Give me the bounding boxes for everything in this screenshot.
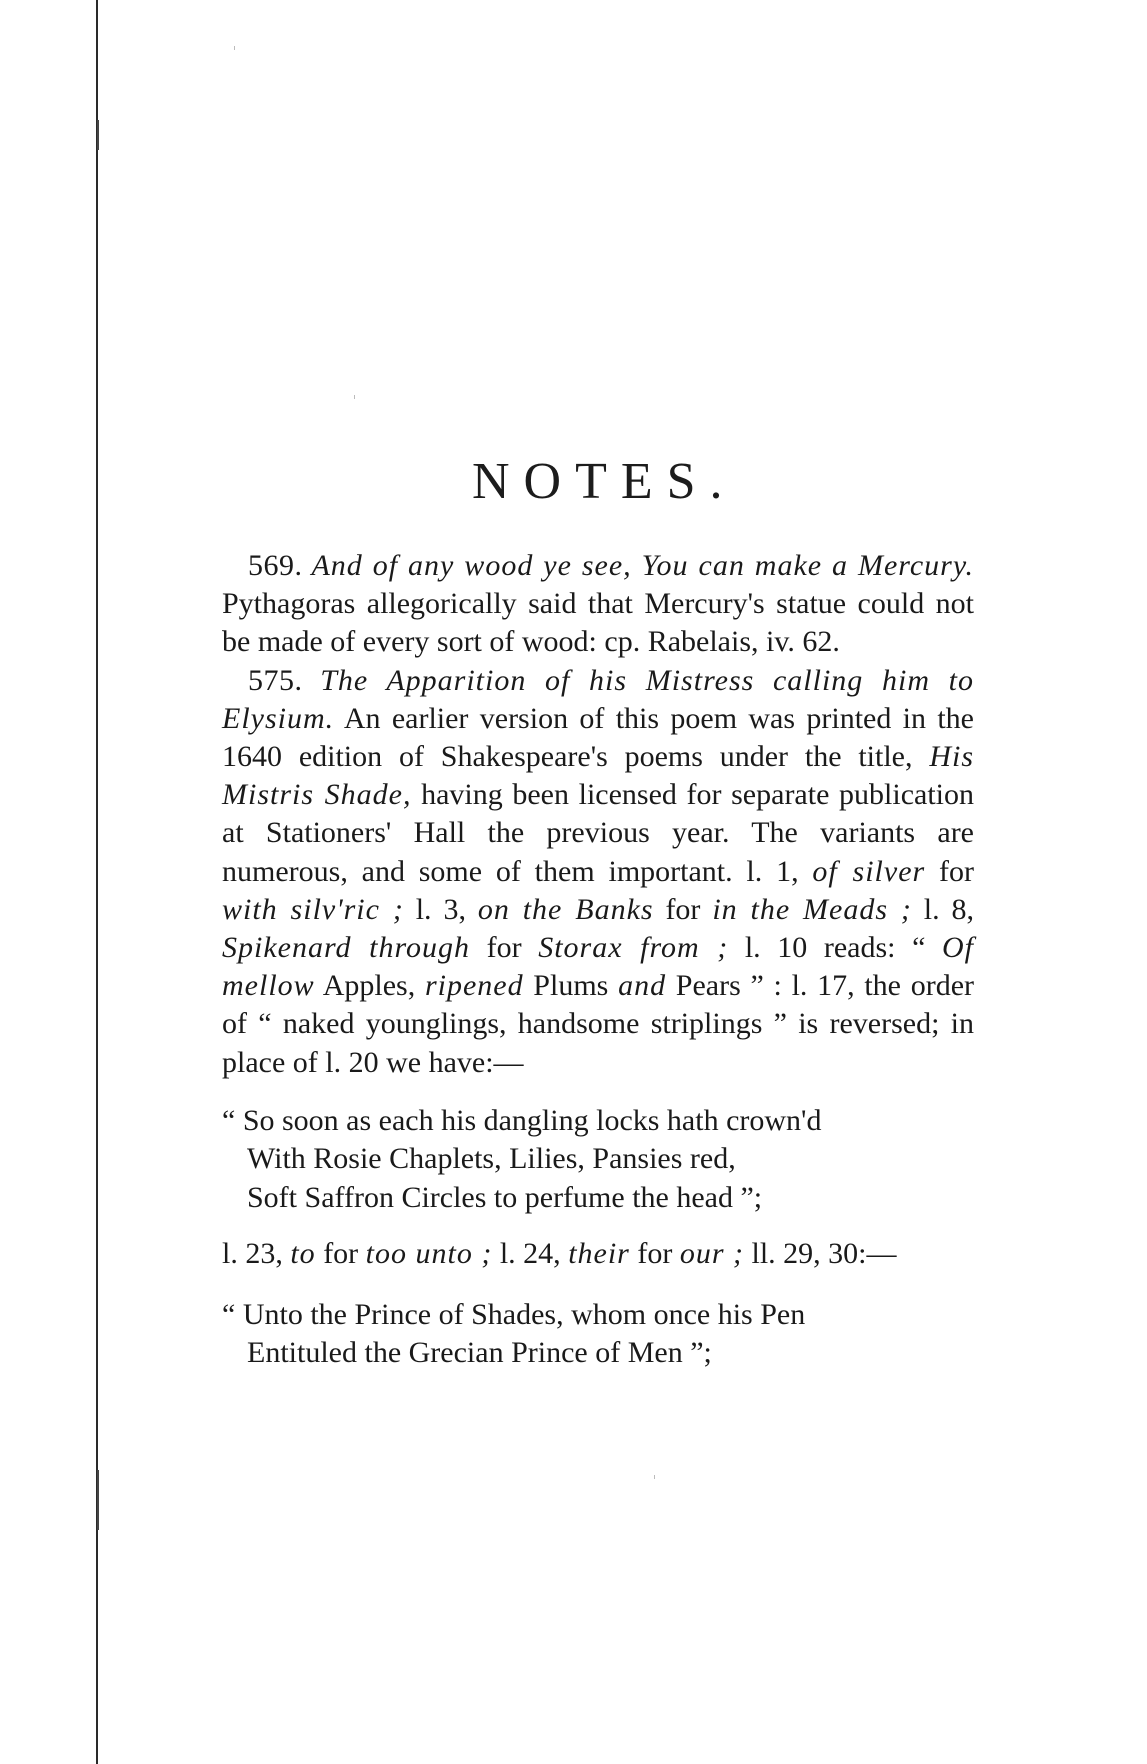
notes-body bbox=[222, 547, 974, 1373]
note-title: The Apparition of his Mistress calling him to Elysium. bbox=[222, 663, 974, 735]
page-title: NOTES. bbox=[472, 453, 737, 510]
text-run: for bbox=[629, 1237, 680, 1271]
italic-phrase: our ; bbox=[679, 1237, 745, 1271]
note-text: l. 8, bbox=[911, 892, 975, 926]
text-run: ll. 29, 30:— bbox=[744, 1237, 897, 1271]
note-number: 575. bbox=[248, 663, 303, 697]
italic-phrase: with silv'ric ; bbox=[222, 892, 404, 926]
note-text: Pears ” : l. 17, the order of “ naked younglings, handsome striplings ” is reversed; in place of l. 20 we have:— bbox=[222, 969, 974, 1079]
italic-phrase: too unto ; bbox=[365, 1237, 493, 1271]
note-text: l. 3, bbox=[403, 892, 478, 926]
paper-speck bbox=[354, 395, 355, 399]
binding-mark bbox=[97, 1470, 99, 1530]
verse-line: With Rosie Chaplets, Lilies, Pansies red, bbox=[247, 1142, 736, 1176]
note-text: for bbox=[653, 892, 713, 926]
verse-line: “ Unto the Prince of Shades, whom once his Pen bbox=[222, 1297, 806, 1331]
italic-phrase: and bbox=[618, 969, 667, 1003]
verse-line: Soft Saffron Circles to perfume the head ”; bbox=[247, 1180, 763, 1214]
paper-speck bbox=[234, 46, 235, 50]
note-title: And of any wood ye see, You can make a Mercury. bbox=[311, 549, 975, 582]
note-text: l. 10 reads: “ bbox=[728, 931, 942, 965]
note-text: An earlier version of this poem was printed in the 1640 edition of Shakespeare's poems under the title, bbox=[222, 701, 974, 774]
italic-phrase: Storax from ; bbox=[538, 931, 729, 965]
verse-quote bbox=[222, 1102, 974, 1218]
italic-phrase: His Mistris Shade, bbox=[222, 740, 974, 812]
verse-line: “ So soon as each his dangling locks hath crown'd bbox=[222, 1103, 822, 1137]
text-run: l. 24, bbox=[492, 1237, 569, 1271]
note-575 bbox=[222, 662, 974, 1082]
verse-line: Entituled the Grecian Prince of Men ”; bbox=[247, 1336, 712, 1370]
verse-quote bbox=[222, 1296, 974, 1373]
italic-phrase: Of mellow bbox=[222, 931, 974, 1003]
note-text: Apples, bbox=[314, 969, 425, 1003]
note-text: having been licensed for separate publication at Stationers' Hall the previous year. The variants are numerous, and some of them important. l. 1, bbox=[222, 778, 974, 888]
italic-phrase: of silver bbox=[812, 854, 926, 888]
binding-mark bbox=[97, 120, 99, 150]
italic-phrase: their bbox=[568, 1237, 630, 1271]
note-text: Pythagoras allegorically said that Mercury's statue could not be made of every sort of wood: cp. Rabelais, iv. 62. bbox=[222, 587, 974, 659]
variant-line bbox=[222, 1235, 974, 1273]
italic-phrase: Spikenard through bbox=[222, 931, 471, 965]
italic-phrase: on the Banks bbox=[477, 892, 654, 926]
italic-phrase: ripened bbox=[424, 969, 524, 1003]
note-text: for bbox=[925, 854, 974, 888]
italic-phrase: in the Meads ; bbox=[712, 892, 912, 926]
note-number: 569. bbox=[248, 549, 303, 582]
text-run: l. 23, bbox=[222, 1237, 291, 1271]
paper-speck bbox=[654, 1475, 655, 1479]
text-run: for bbox=[315, 1237, 366, 1271]
note-569 bbox=[222, 547, 974, 662]
note-text: Plums bbox=[523, 969, 619, 1003]
note-text: for bbox=[470, 931, 539, 965]
italic-phrase: to bbox=[290, 1237, 316, 1271]
